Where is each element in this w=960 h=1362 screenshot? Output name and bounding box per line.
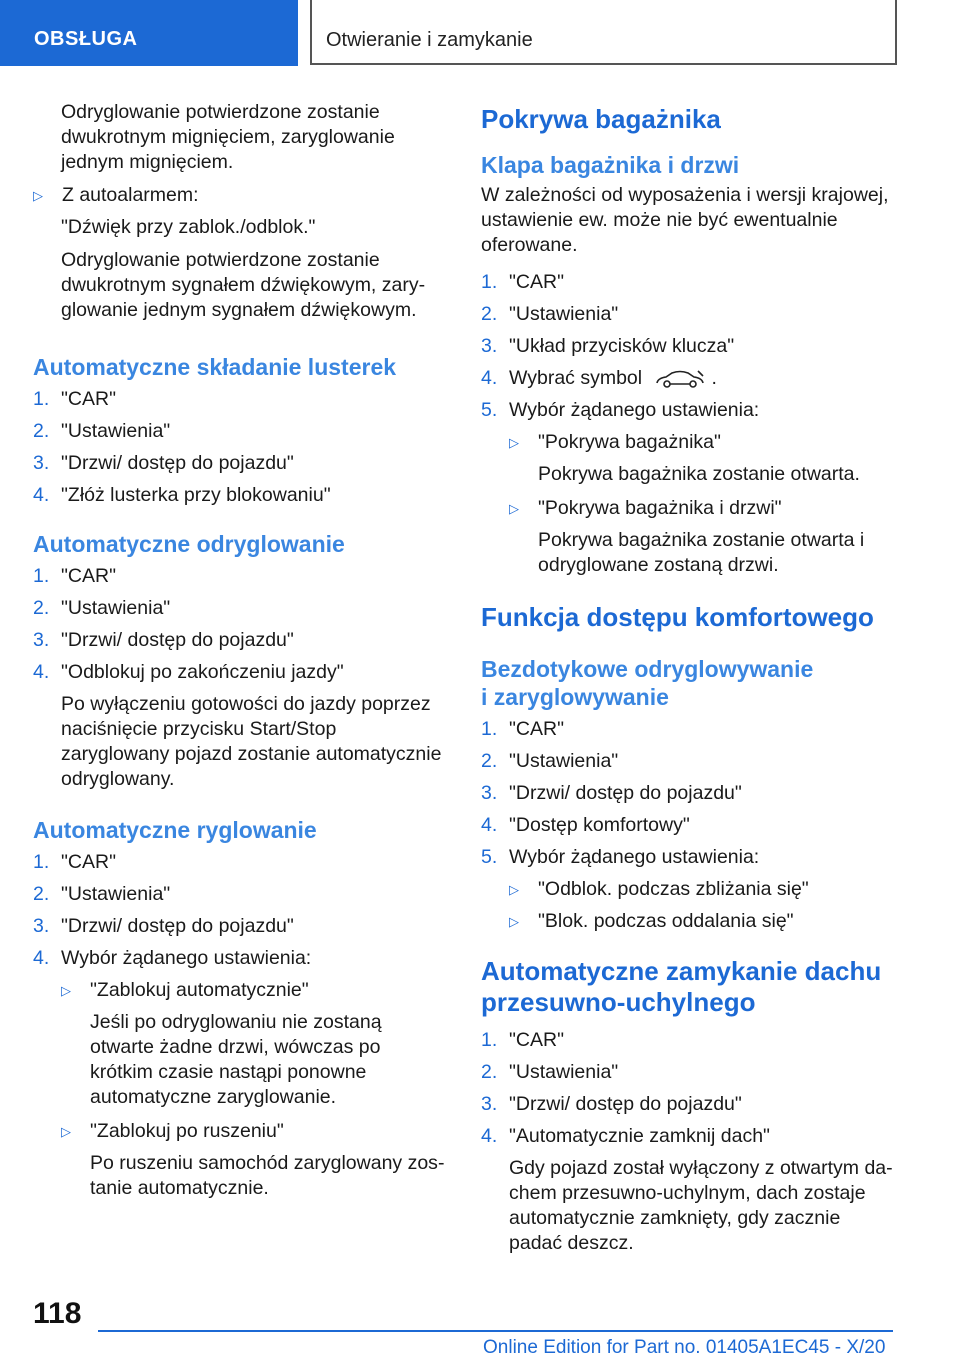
footer-divider: [98, 1330, 893, 1332]
heading-trunk: Pokrywa bagażnika: [481, 104, 721, 134]
chapter-title: Otwieranie i zamykanie: [326, 29, 533, 51]
list-item: 3. "Drzwi/ dostęp do pojazdu": [33, 915, 294, 937]
list-item: 2. "Ustawienia": [33, 420, 171, 442]
list-item: 1. "CAR": [481, 271, 565, 293]
list-item: 3. "Drzwi/ dostęp do pojazdu": [481, 782, 742, 804]
subheading-touchless-line1: Bezdotykowe odryglowywanie: [481, 656, 814, 682]
heading-comfort-access: Funkcja dostępu komfortowego: [481, 602, 874, 632]
list-item: 2. "Ustawienia": [481, 303, 619, 325]
list-item: 5. Wybór żądanego ustawienia:: [481, 399, 760, 421]
list-item: ▷ "Pokrywa bagażnika i drzwi": [509, 497, 782, 519]
triangle-right-icon: ▷: [33, 188, 43, 203]
section-tab: [0, 0, 298, 66]
list-item: 1. "CAR": [481, 718, 565, 740]
list-item: ▷ Z autoalarmem:: [33, 184, 199, 206]
list-item: 1. "CAR": [33, 388, 117, 410]
list-item: ▷ "Blok. podczas oddalania się": [509, 910, 794, 932]
list-item: 4. Wybrać symbol .: [481, 367, 717, 389]
list-item: 1. "CAR": [481, 1029, 565, 1051]
triangle-right-icon: ▷: [509, 501, 519, 516]
list-item: 2. "Ustawienia": [481, 1061, 619, 1083]
trunk-description: W zależności od wyposażenia i wersji krajowej, ustawienie ew. może nie być ewentualnie oferowane.: [481, 184, 889, 256]
list-item: 2. "Ustawienia": [481, 750, 619, 772]
list-item: 1. "CAR": [33, 851, 117, 873]
heading-roof-closing: Automatyczne zamykanie dachu przesuwno-uchylnego: [481, 956, 882, 1017]
list-item: 5. Wybór żądanego ustawienia:: [481, 846, 760, 868]
page-number: 118: [33, 1297, 82, 1330]
list-item: 1. "CAR": [33, 565, 117, 587]
intro-text: Odryglowanie potwierdzone zostanie dwukrotnym mignięciem, zaryglowanie jednym mignięciem.: [61, 101, 395, 173]
list-item: ▷ "Pokrywa bagażnika": [509, 431, 721, 453]
heading-auto-unlock: Automatyczne odryglowanie: [33, 531, 345, 557]
list-item: ▷ "Zablokuj po ruszeniu": [61, 1120, 284, 1142]
left-column: [33, 100, 447, 1210]
option-description: Pokrywa bagażnika zostanie otwarta.: [538, 463, 860, 485]
auto-unlock-description: Po wyłączeniu gotowości do jazdy poprzez naciśnięcie przycisku Start/Stop zaryglowany pojazd zostanie automatycznie odryglowany.: [61, 693, 442, 790]
subheading-touchless-line2: i zaryglowywanie: [481, 684, 669, 710]
list-item: 3. "Układ przycisków klucza": [481, 335, 735, 357]
triangle-right-icon: ▷: [61, 983, 71, 998]
section-title: OBSŁUGA: [34, 28, 138, 50]
heading-auto-lock: Automatyczne ryglowanie: [33, 817, 317, 843]
list-item: 4. "Dostęp komfortowy": [481, 814, 690, 836]
option-description: Po ruszeniu samochód zaryglowany zostanie automatycznie.: [90, 1152, 445, 1199]
subheading-trunk-doors: Klapa bagażnika i drzwi: [481, 152, 740, 178]
footer-edition: Online Edition for Part no. 01405A1EC45 - X/20: [483, 1337, 886, 1358]
triangle-right-icon: ▷: [509, 882, 519, 897]
car-trunk-icon: [654, 368, 706, 390]
list-item: 4. "Złóż lusterka przy blokowaniu": [33, 484, 331, 506]
list-item: 3. "Drzwi/ dostęp do pojazdu": [33, 629, 294, 651]
list-item: ▷ "Odblok. podczas zbliżania się": [509, 878, 809, 900]
list-item: 4. "Odblokuj po zakończeniu jazdy": [33, 661, 344, 683]
list-item: 3. "Drzwi/ dostęp do pojazdu": [481, 1093, 742, 1115]
alarm-value: "Dźwięk przy zablok./odblok.": [61, 216, 316, 238]
list-item: ▷ "Zablokuj automatycznie": [61, 979, 309, 1001]
option-description: Pokrywa bagażnika zostanie otwarta i odryglowane zostaną drzwi.: [538, 529, 865, 576]
list-item: 2. "Ustawienia": [33, 883, 171, 905]
roof-description: Gdy pojazd został wyłączony z otwartym dachem przesuwno-uchylnym, dach zostaje automatycznie zamknięty, gdy zacznie padać deszcz.: [509, 1157, 893, 1254]
list-item: 4. "Automatycznie zamknij dach": [481, 1125, 770, 1147]
triangle-right-icon: ▷: [61, 1124, 71, 1139]
chapter-tab: [310, 0, 897, 65]
right-column: [481, 104, 893, 1264]
alarm-description: Odryglowanie potwierdzone zostanie dwukrotnym sygnałem dźwiękowym, zaryglowanie jednym sygnałem dźwiękowym.: [61, 249, 426, 321]
list-item: 3. "Drzwi/ dostęp do pojazdu": [33, 452, 294, 474]
page-header: [0, 0, 960, 66]
list-item: 2. "Ustawienia": [33, 597, 171, 619]
list-item: 4. Wybór żądanego ustawienia:: [33, 947, 312, 969]
heading-mirrors: Automatyczne składanie lusterek: [33, 354, 397, 380]
triangle-right-icon: ▷: [509, 914, 519, 929]
triangle-right-icon: ▷: [509, 435, 519, 450]
option-description: Jeśli po odryglowaniu nie zostaną otwarte żadne drzwi, wówczas po krótkim czasie nastąpi ponowne automatyczne zaryglowanie.: [90, 1011, 382, 1108]
